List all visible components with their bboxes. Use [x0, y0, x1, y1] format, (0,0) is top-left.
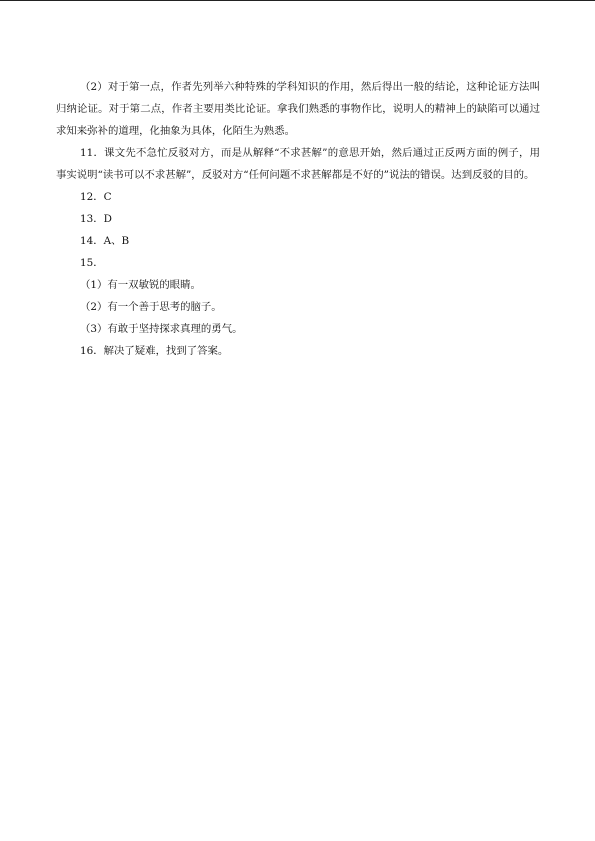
answer-13: 13．D: [80, 213, 112, 225]
top-rule: [0, 0, 595, 1]
answer-15: 15．: [80, 257, 104, 269]
answer-paragraph-2: （2）对于第一点，作者先列举六种特殊的学科知识的作用，然后得出一般的结论，这种论证方法叫归纳论证。对于第二点，作者主要用类比论证。拿我们熟悉的事物作比，说明人的精神上的缺陷可以通过求知来弥补的道理，化抽象为具体，化陌生为熟悉。: [56, 81, 540, 137]
answer-15-1: （1）有一双敏锐的眼睛。: [80, 279, 201, 291]
answer-16: 16．解决了疑难，找到了答案。: [80, 345, 229, 357]
answer-15-2: （2）有一个善于思考的脑子。: [80, 301, 222, 313]
answer-11: 11．课文先不急忙反驳对方，而是从解释“不求甚解”的意思开始，然后通过正反两方面的例子，用事实说明“读书可以不求甚解”，反驳对方“任何问题不求甚解都是不好的”说法的错误。达到反驳的目的。: [56, 147, 540, 181]
answer-12: 12．C: [80, 191, 112, 203]
answer-content: [56, 76, 540, 362]
answer-14: 14．A、B: [80, 235, 130, 247]
answer-15-3: （3）有敢于坚持探求真理的勇气。: [80, 323, 243, 335]
